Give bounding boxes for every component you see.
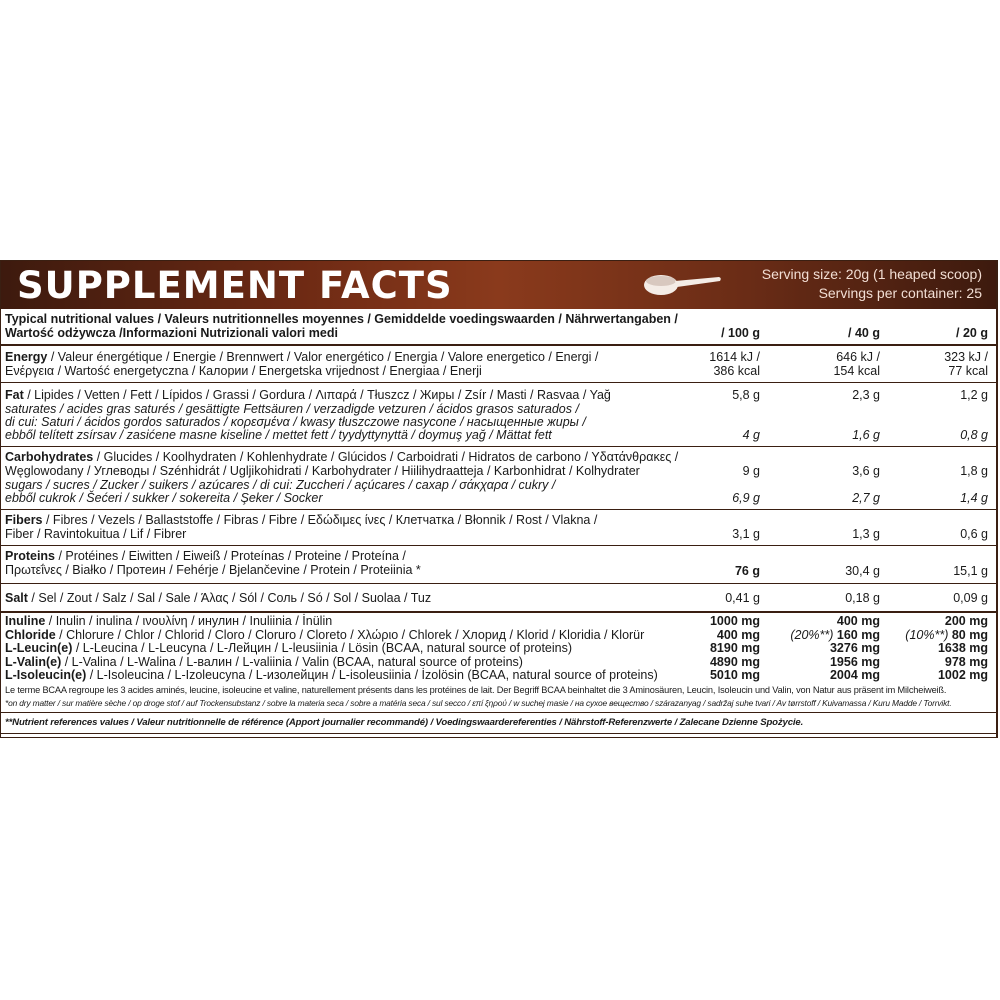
energy-line1: / Valeur énergétique / Energie / Brennwert / Valor energético / Energia / Valore energetico / Energi / bbox=[47, 350, 599, 364]
extra-name: Inuline bbox=[5, 614, 46, 628]
panel-title: SUPPLEMENT FACTS bbox=[17, 264, 453, 307]
proteins-40g: 30,4 g bbox=[845, 564, 880, 578]
extra-40g: 1956 mg bbox=[829, 654, 880, 669]
extra-20g: 978 mg bbox=[944, 654, 988, 669]
energy-40g-kj: 646 kJ / bbox=[836, 350, 880, 364]
extra-text: / L-Leucina / L-Leucyna / L-Лейцин / L-leusiinia / Lösin (BCAA, natural source of proteins) bbox=[72, 641, 573, 655]
extra-text: / Chlorure / Chlor / Chlorid / Cloro / Cloruro / Cloreto / Χλώριο / Chlorek / Хлорид / Klorid / Kloridia / Klorür bbox=[55, 627, 645, 642]
carbs-line2: Węglowodany / Углеводы / Szénhidrát / Ugljikohidrati / Karbohydrater / Hiilihydraatteja / Karbonhidrat / Kolhydrater bbox=[5, 464, 640, 478]
extra-20g: 80 mg bbox=[951, 627, 988, 642]
salt-name: Salt bbox=[5, 591, 28, 605]
salt-20g: 0,09 g bbox=[953, 591, 988, 605]
divider bbox=[1, 344, 996, 346]
dry-matter-footnote: *on dry matter / sur matière sèche / op droge stof / auf Trockensubstanz / sobre la materia seca / sobre a matéria seca / sul secco / επί ξηρού / w suchej masie / на сухое вещество / szárazanyag / sadržaj suhe tvari / Av tørrstoff / Kuivamassa / Kuru Madde / Torrvikt. bbox=[5, 698, 952, 708]
extra-40g: 2004 mg bbox=[829, 668, 880, 682]
extra-name: L-Isoleucin(e) bbox=[5, 668, 87, 682]
fibers-line1: / Fibres / Vezels / Ballaststoffe / Fibras / Fibre / Εδώδιμες ίνες / Клетчатка / Błonnik / Rost / Vlakna / bbox=[42, 513, 598, 527]
divider bbox=[1, 509, 996, 510]
bcaa-footnote: Le terme BCAA regroupe les 3 acides aminés, leucine, isoleucine et valine, naturellement présents dans les protéines de lait. Der Begriff BCAA beinhaltet die 3 Aminosäuren, Leucin, Isoleucin und Valin, von Natur aus präsent im Milcheiweiß. bbox=[5, 685, 947, 695]
extra-40g: 3276 mg bbox=[829, 641, 880, 655]
extra-40g: 160 mg bbox=[836, 627, 880, 642]
saturates-100g: 4 g bbox=[742, 428, 760, 442]
fat-20g: 1,2 g bbox=[960, 388, 988, 402]
supplement-facts-panel bbox=[0, 260, 998, 738]
proteins-100g: 76 g bbox=[734, 564, 760, 578]
extra-100g: 1000 mg bbox=[709, 614, 760, 628]
typical-label-1: Typical nutritional values / Valeurs nutritionnelles moyennes / Gemiddelde voedingswaarden / Nährwertangaben / bbox=[5, 312, 678, 326]
carbs-40g: 3,6 g bbox=[852, 464, 880, 478]
proteins-name: Proteins bbox=[5, 549, 56, 563]
fibers-40g: 1,3 g bbox=[852, 527, 880, 541]
extra-name: L-Leucin(e) bbox=[5, 641, 73, 655]
fat-100g: 5,8 g bbox=[732, 388, 760, 402]
servings-per-container: Servings per container: 25 bbox=[818, 285, 982, 301]
proteins-line1: / Protéines / Eiwitten / Eiweiß / Proteínas / Proteine / Proteína / bbox=[55, 549, 406, 563]
col-header-40g: / 40 g bbox=[848, 326, 880, 340]
energy-name: Energy bbox=[5, 350, 48, 364]
carbs-line1: / Glucides / Koolhydraten / Kohlenhydrate / Glúcidos / Carboidrati / Hidratos de carbono / Υδατάνθρακες / bbox=[93, 450, 679, 464]
fibers-100g: 3,1 g bbox=[732, 527, 760, 541]
extra-text: / L-Isoleucina / L-Izoleucyna / L-изолейцин / L-isoleusiinia / İzolösin (BCAA, natural source of proteins) bbox=[86, 668, 658, 682]
scoop-icon bbox=[641, 271, 723, 297]
carbs-name: Carbohydrates bbox=[5, 450, 94, 464]
sugars-100g: 6,9 g bbox=[732, 491, 760, 505]
energy-40g-kcal: 154 kcal bbox=[833, 364, 880, 378]
facts-header bbox=[1, 261, 996, 309]
sugars-20g: 1,4 g bbox=[960, 491, 988, 505]
divider bbox=[1, 382, 996, 383]
nrv-footnote: **Nutrient references values / Valeur nutritionnelle de référence (Apport journalier recommandé) / Voedingswaardereferenties / Nährstoff-Referenzwerte / Zalecane Dzienne Spożycie. bbox=[5, 717, 804, 728]
serving-size: Serving size: 20g (1 heaped scoop) bbox=[761, 266, 982, 282]
extra-20g-percent: (10%**) bbox=[905, 627, 949, 642]
salt-line1: / Sel / Zout / Salz / Sal / Sale / Άλας / Sól / Соль / Só / Sol / Suolaa / Tuz bbox=[27, 591, 432, 605]
energy-line2: Ενέργεια / Wartość energetyczna / Калории / Energetska vrijednost / Energiaa / Enerji bbox=[5, 364, 482, 378]
extra-text: / L-Valina / L-Walina / L-валин / L-valiinia / Valin (BCAA, natural source of proteins) bbox=[61, 654, 523, 669]
fat-name: Fat bbox=[5, 388, 24, 402]
extra-name: Chloride bbox=[5, 627, 56, 642]
salt-100g: 0,41 g bbox=[725, 591, 760, 605]
divider bbox=[1, 611, 996, 613]
fat-line4: ebből telített zsírsav / zasićene masne kiseline / mettet fett / tyydyttynyttä / doymuş yağ / Mättat fett bbox=[5, 428, 552, 442]
extra-20g: 1638 mg bbox=[937, 641, 988, 655]
energy-20g-kcal: 77 kcal bbox=[948, 364, 988, 378]
extra-name: L-Valin(e) bbox=[5, 654, 62, 669]
extra-20g: 200 mg bbox=[944, 614, 988, 628]
extra-100g: 5010 mg bbox=[709, 668, 760, 682]
extra-40g: 400 mg bbox=[836, 614, 880, 628]
divider bbox=[1, 446, 996, 447]
extra-20g: 1002 mg bbox=[937, 668, 988, 682]
col-header-100g: / 100 g bbox=[721, 326, 760, 340]
extra-text: / Inulin / inulina / ινουλίνη / инулин / Inuliinia / İnülin bbox=[45, 614, 333, 628]
carbs-line3: sugars / sucres / Zucker / suikers / azúcares / di cui: Zuccheri / açúcares / сахар / σάκχαρα / cukry / bbox=[5, 478, 556, 492]
fibers-20g: 0,6 g bbox=[960, 527, 988, 541]
divider bbox=[1, 712, 996, 713]
fat-40g: 2,3 g bbox=[852, 388, 880, 402]
typical-label-2: Wartość odżywcza /Informazioni Nutrizionali valori medi bbox=[5, 326, 338, 340]
divider bbox=[1, 545, 996, 546]
saturates-40g: 1,6 g bbox=[852, 428, 880, 442]
saturates-20g: 0,8 g bbox=[960, 428, 988, 442]
proteins-20g: 15,1 g bbox=[953, 564, 988, 578]
proteins-line2: Πρωτεΐνες / Białko / Протеин / Fehérje / Bjelančevine / Protein / Proteiinia * bbox=[5, 563, 421, 577]
extra-100g: 4890 mg bbox=[709, 654, 760, 669]
salt-40g: 0,18 g bbox=[845, 591, 880, 605]
extra-100g: 400 mg bbox=[716, 627, 760, 642]
energy-20g-kj: 323 kJ / bbox=[944, 350, 988, 364]
extra-100g: 8190 mg bbox=[709, 641, 760, 655]
carbs-100g: 9 g bbox=[742, 464, 760, 478]
extra-40g-percent: (20%**) bbox=[790, 627, 834, 642]
fibers-line2: Fiber / Ravintokuitua / Lif / Fibrer bbox=[5, 527, 187, 541]
carbs-line4: ebből cukrok / Šećeri / sukker / sokereita / Şeker / Socker bbox=[5, 491, 323, 505]
fat-line2: saturates / acides gras saturés / gesättigte Fettsäuren / verzadigde vetzuren / ácidos grasos saturados / bbox=[5, 402, 579, 416]
col-header-20g: / 20 g bbox=[956, 326, 988, 340]
sugars-40g: 2,7 g bbox=[852, 491, 880, 505]
fibers-name: Fibers bbox=[5, 513, 43, 527]
fat-line1: / Lipides / Vetten / Fett / Lípidos / Grassi / Gordura / Λιπαρά / Tłuszcz / Жиры / Zsír / Masti / Rasvaa / Yağ bbox=[23, 388, 611, 402]
carbs-20g: 1,8 g bbox=[960, 464, 988, 478]
fat-line3: di cui: Saturi / ácidos gordos saturados / κορεσμένα / kwasy tłuszczowe nasycone / насыщенные жиры / bbox=[5, 415, 586, 429]
divider bbox=[1, 583, 996, 584]
divider bbox=[1, 733, 996, 734]
energy-100g-kj: 1614 kJ / bbox=[709, 350, 760, 364]
energy-100g-kcal: 386 kcal bbox=[713, 364, 760, 378]
serving-info bbox=[762, 265, 982, 303]
